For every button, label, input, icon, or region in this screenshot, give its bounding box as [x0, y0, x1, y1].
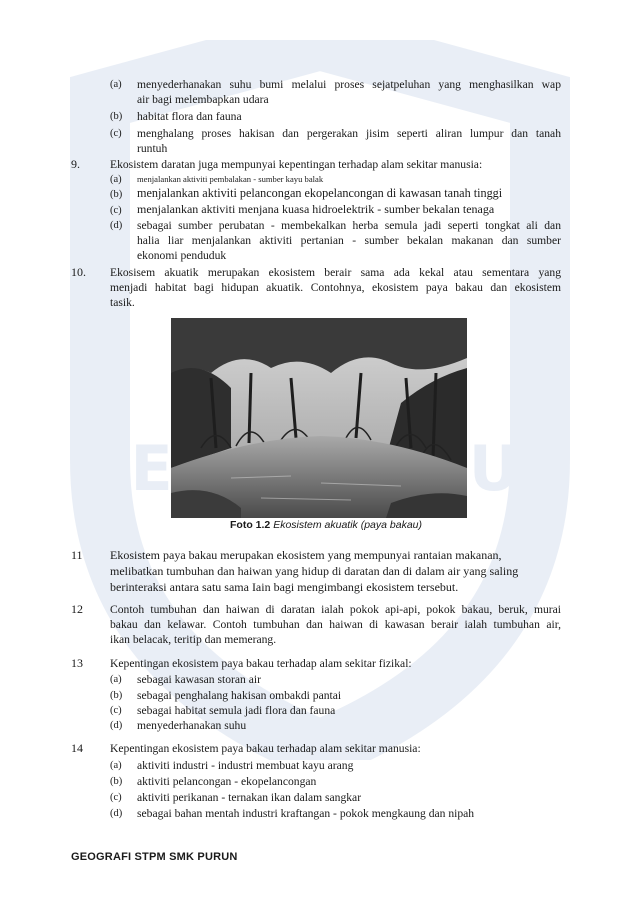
item-label: (c) [110, 128, 122, 139]
section-number: 12 [71, 602, 83, 616]
section-text: Ekosistem daratan juga mempunyai kepentingan terhadap alam sekitar manusia: [110, 158, 483, 171]
item-text: menjalankan aktiviti pelancongan ekopelancongan di kawasan tanah tinggi [137, 186, 503, 200]
item-text: air bagi melembapkan udara [137, 93, 269, 106]
section-text: Kepentingan ekosistem paya bakau terhadap alam sekitar manusia: [110, 742, 421, 755]
section-text: bakau dan kelawar. Contoh tumbuhan dan haiwan di kawasan berair ialah tumbuhan air, [110, 618, 561, 631]
section-number: 9. [71, 157, 80, 171]
item-label: (d) [110, 808, 123, 819]
section-text: Ekosisem akuatik merupakan ekosistem berair sama ada kekal atau sementara yang [110, 266, 561, 279]
section-number: 14 [71, 741, 83, 755]
section-number: 13 [71, 656, 83, 670]
caption-text: Ekosistem akuatik (paya bakau) [273, 519, 423, 531]
item-text: aktiviti industri - industri membuat kayu arang [137, 759, 354, 772]
item-text: halia liar menjalankan aktiviti pertanian - sumber bekalan makanan dan sumber [137, 234, 561, 247]
item-text: aktiviti perikanan - ternakan ikan dalam sangkar [137, 791, 362, 804]
item-text: menjalankan aktiviti pembalakan - sumber kayu balak [137, 174, 324, 184]
item-label: (a) [110, 174, 122, 185]
item-text: menyederhanakan suhu bumi melalui proses sejatpeluhan yang menghasilkan wap [137, 78, 561, 91]
item-text: aktiviti pelancongan - ekopelancongan [137, 775, 317, 788]
section-text: Contoh tumbuhan dan haiwan di daratan ialah pokok api-api, pokok bakau, beruk, murai [110, 603, 561, 616]
section-text: ikan belacak, teritip dan memerang. [110, 633, 277, 646]
item-label: (b) [110, 776, 123, 787]
section-text: berinteraksi antara satu sama Iain bagi mengimbangi ekosistem tersebut. [110, 580, 459, 594]
item-text: menghalang proses hakisan dan pergerakan jisim seperti aliran lumpur dan tanah [137, 127, 561, 140]
item-text: menjalankan aktiviti menjana kuasa hidroelektrik - sumber bekalan tenaga [137, 202, 495, 216]
item-text: sebagai penghalang hakisan ombakdi pantai [137, 689, 342, 702]
item-label: (d) [110, 720, 123, 731]
item-text: sebagai habitat semula jadi flora dan fauna [137, 704, 336, 717]
section-text: melibatkan tumbuhan dan haiwan yang hidup di daratan dan di dalam air yang saling [110, 564, 519, 578]
photo-caption [230, 519, 422, 532]
item-text: menyederhanakan suhu [137, 719, 247, 732]
item-label: (d) [110, 220, 123, 231]
item-text: ekonomi penduduk [137, 249, 227, 262]
item-label: (c) [110, 792, 122, 803]
item-label: (a) [110, 760, 122, 771]
mangrove-illustration [171, 318, 467, 518]
item-text: runtuh [137, 142, 168, 155]
item-label: (c) [110, 205, 122, 216]
item-label: (a) [110, 674, 122, 685]
caption-label: Foto 1.2 [230, 519, 271, 531]
item-label: (b) [110, 189, 123, 200]
section-number: 10. [71, 265, 86, 279]
item-text: sebagai sumber perubatan - membekalkan herba semula jadi seperti tongkat ali dan [137, 219, 561, 232]
section-number: 11 [71, 548, 83, 562]
section-text: menjadi habitat bagi hidupan akuatik. Contohnya, ekosistem paya bakau dan ekosistem [110, 281, 561, 294]
section-text: tasik. [110, 296, 135, 309]
item-label: (c) [110, 705, 122, 716]
item-label: (b) [110, 111, 123, 122]
item-label: (b) [110, 690, 123, 701]
mangrove-photo [171, 318, 467, 518]
section-text: Ekosistem paya bakau merupakan ekosistem yang mempunyai rantaian makanan, [110, 548, 502, 562]
item-text: sebagai bahan mentah industri kraftangan - pokok mengkaung dan nipah [137, 807, 475, 820]
item-text: sebagai kawasan storan air [137, 673, 261, 686]
item-label: (a) [110, 79, 122, 90]
item-text: habitat flora dan fauna [137, 110, 242, 123]
page-footer: GEOGRAFI STPM SMK PURUN [71, 851, 238, 863]
section-text: Kepentingan ekosistem paya bakau terhadap alam sekitar fizikal: [110, 657, 412, 670]
